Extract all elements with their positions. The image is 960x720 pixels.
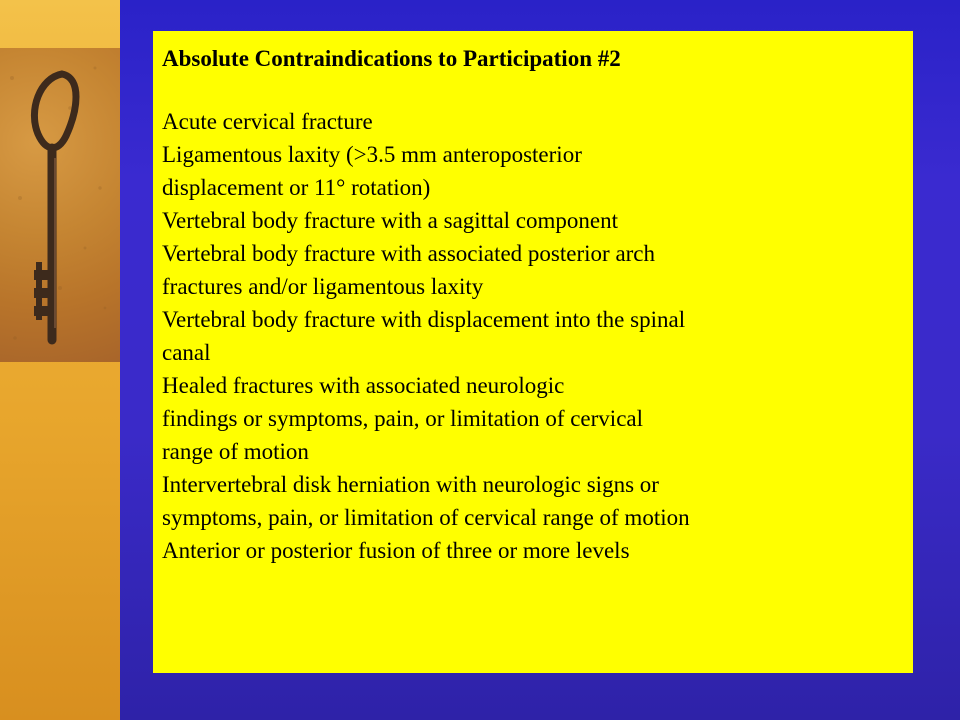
- text-line: displacement or 11° rotation): [162, 175, 431, 200]
- key-icon: [0, 48, 120, 362]
- text-line: Vertebral body fracture with associated posterior arch: [162, 241, 656, 266]
- text-line: Vertebral body fracture with a sagittal component: [162, 208, 619, 233]
- key-photo: [0, 48, 120, 362]
- text-line: Intervertebral disk herniation with neurologic signs or: [162, 472, 659, 497]
- text-line: Anterior or posterior fusion of three or more levels: [162, 538, 630, 563]
- text-line: Vertebral body fracture with displacement into the spinal: [162, 307, 686, 332]
- body-text: [162, 105, 902, 567]
- text-line: findings or symptoms, pain, or limitation of cervical: [162, 406, 644, 431]
- text-line: Ligamentous laxity (>3.5 mm anteroposterior: [162, 142, 582, 167]
- slide-title: Absolute Contraindications to Participation #2: [162, 46, 621, 71]
- text-line: range of motion: [162, 439, 309, 464]
- text-line: symptoms, pain, or limitation of cervical range of motion: [162, 505, 690, 530]
- text-line: fractures and/or ligamentous laxity: [162, 274, 484, 299]
- text-line: Healed fractures with associated neurologic: [162, 373, 565, 398]
- text-line: canal: [162, 340, 211, 365]
- content-panel: [153, 31, 913, 673]
- text-line: Acute cervical fracture: [162, 109, 373, 134]
